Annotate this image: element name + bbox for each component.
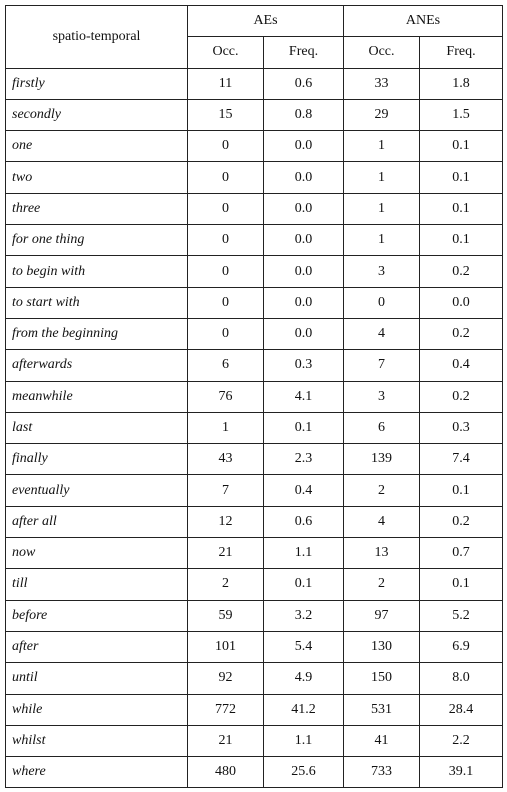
ae-occ-cell: 0 — [188, 225, 264, 256]
table-row — [6, 538, 503, 569]
ae-freq-cell: 0.8 — [264, 99, 344, 130]
ane-occ-cell: 2 — [344, 475, 420, 506]
ane-occ-cell: 33 — [344, 68, 420, 99]
frequency-table — [5, 5, 503, 788]
ane-occ-cell: 6 — [344, 412, 420, 443]
ae-occ-cell: 6 — [188, 350, 264, 381]
ae-freq-cell: 2.3 — [264, 444, 344, 475]
term-cell: until — [6, 663, 188, 694]
ane-occ-cell: 3 — [344, 256, 420, 287]
table-row — [6, 631, 503, 662]
ane-occ-cell: 1 — [344, 193, 420, 224]
ane-occ-cell: 2 — [344, 569, 420, 600]
table-row — [6, 350, 503, 381]
ae-freq-cell: 0.1 — [264, 569, 344, 600]
ae-occ-cell: 0 — [188, 318, 264, 349]
ane-freq-cell: 0.1 — [420, 475, 503, 506]
table-row — [6, 131, 503, 162]
table-row — [6, 99, 503, 130]
table-row — [6, 193, 503, 224]
ae-occ-cell: 0 — [188, 256, 264, 287]
table-row — [6, 256, 503, 287]
ane-freq-cell: 0.3 — [420, 412, 503, 443]
ae-freq-cell: 0.0 — [264, 131, 344, 162]
ae-occ-cell: 7 — [188, 475, 264, 506]
ae-occ-cell: 101 — [188, 631, 264, 662]
row-header-label: spatio-temporal — [6, 6, 188, 69]
ane-occ-cell: 29 — [344, 99, 420, 130]
ae-occ-cell: 0 — [188, 193, 264, 224]
ae-freq-cell: 0.6 — [264, 506, 344, 537]
ae-freq-cell: 1.1 — [264, 538, 344, 569]
ane-occ-cell: 150 — [344, 663, 420, 694]
table-row — [6, 381, 503, 412]
term-cell: to start with — [6, 287, 188, 318]
ane-freq-cell: 39.1 — [420, 757, 503, 788]
term-cell: for one thing — [6, 225, 188, 256]
ane-freq-cell: 1.8 — [420, 68, 503, 99]
term-cell: now — [6, 538, 188, 569]
ane-occ-cell: 139 — [344, 444, 420, 475]
subheader-ane-occ: Occ. — [344, 37, 420, 68]
subheader-ae-occ: Occ. — [188, 37, 264, 68]
subheader-ae-freq: Freq. — [264, 37, 344, 68]
ae-occ-cell: 59 — [188, 600, 264, 631]
ane-freq-cell: 0.2 — [420, 318, 503, 349]
term-cell: before — [6, 600, 188, 631]
ane-freq-cell: 1.5 — [420, 99, 503, 130]
ane-freq-cell: 0.1 — [420, 569, 503, 600]
ane-occ-cell: 130 — [344, 631, 420, 662]
ane-freq-cell: 0.2 — [420, 256, 503, 287]
term-cell: till — [6, 569, 188, 600]
ane-freq-cell: 2.2 — [420, 725, 503, 756]
ae-freq-cell: 0.0 — [264, 225, 344, 256]
table-row — [6, 600, 503, 631]
ae-occ-cell: 0 — [188, 287, 264, 318]
ae-freq-cell: 4.1 — [264, 381, 344, 412]
ae-freq-cell: 5.4 — [264, 631, 344, 662]
ae-freq-cell: 0.0 — [264, 318, 344, 349]
term-cell: after — [6, 631, 188, 662]
group-header-anes: ANEs — [344, 6, 503, 37]
table-row — [6, 506, 503, 537]
ane-freq-cell: 0.1 — [420, 193, 503, 224]
ane-freq-cell: 6.9 — [420, 631, 503, 662]
ae-occ-cell: 92 — [188, 663, 264, 694]
term-cell: to begin with — [6, 256, 188, 287]
term-cell: from the beginning — [6, 318, 188, 349]
term-cell: after all — [6, 506, 188, 537]
ae-occ-cell: 11 — [188, 68, 264, 99]
term-cell: three — [6, 193, 188, 224]
ae-freq-cell: 25.6 — [264, 757, 344, 788]
ae-occ-cell: 1 — [188, 412, 264, 443]
ae-freq-cell: 0.3 — [264, 350, 344, 381]
term-cell: eventually — [6, 475, 188, 506]
ane-freq-cell: 7.4 — [420, 444, 503, 475]
ae-occ-cell: 43 — [188, 444, 264, 475]
ae-occ-cell: 12 — [188, 506, 264, 537]
table-row — [6, 318, 503, 349]
table-container — [5, 5, 502, 788]
term-cell: whilst — [6, 725, 188, 756]
table-row — [6, 68, 503, 99]
term-cell: afterwards — [6, 350, 188, 381]
ane-occ-cell: 7 — [344, 350, 420, 381]
table-row — [6, 757, 503, 788]
term-cell: firstly — [6, 68, 188, 99]
ae-freq-cell: 0.0 — [264, 193, 344, 224]
table-row — [6, 412, 503, 443]
table-row — [6, 287, 503, 318]
ane-freq-cell: 0.1 — [420, 131, 503, 162]
ae-freq-cell: 0.0 — [264, 256, 344, 287]
table-row — [6, 725, 503, 756]
ane-occ-cell: 3 — [344, 381, 420, 412]
ae-occ-cell: 0 — [188, 162, 264, 193]
term-cell: finally — [6, 444, 188, 475]
term-cell: one — [6, 131, 188, 162]
ane-freq-cell: 0.1 — [420, 162, 503, 193]
term-cell: meanwhile — [6, 381, 188, 412]
ae-freq-cell: 4.9 — [264, 663, 344, 694]
ae-freq-cell: 0.0 — [264, 287, 344, 318]
ane-freq-cell: 0.1 — [420, 225, 503, 256]
ae-freq-cell: 1.1 — [264, 725, 344, 756]
ane-freq-cell: 0.4 — [420, 350, 503, 381]
ane-occ-cell: 0 — [344, 287, 420, 318]
ane-occ-cell: 1 — [344, 162, 420, 193]
ane-freq-cell: 0.2 — [420, 506, 503, 537]
ae-freq-cell: 0.1 — [264, 412, 344, 443]
ane-freq-cell: 28.4 — [420, 694, 503, 725]
table-row — [6, 444, 503, 475]
ae-occ-cell: 76 — [188, 381, 264, 412]
ae-occ-cell: 15 — [188, 99, 264, 130]
table-row — [6, 694, 503, 725]
ae-occ-cell: 0 — [188, 131, 264, 162]
ae-freq-cell: 0.4 — [264, 475, 344, 506]
ae-occ-cell: 772 — [188, 694, 264, 725]
ae-freq-cell: 3.2 — [264, 600, 344, 631]
ane-occ-cell: 4 — [344, 506, 420, 537]
term-cell: secondly — [6, 99, 188, 130]
ae-occ-cell: 21 — [188, 725, 264, 756]
ae-occ-cell: 21 — [188, 538, 264, 569]
ane-occ-cell: 1 — [344, 131, 420, 162]
group-header-aes: AEs — [188, 6, 344, 37]
term-cell: where — [6, 757, 188, 788]
ane-occ-cell: 41 — [344, 725, 420, 756]
ae-freq-cell: 0.6 — [264, 68, 344, 99]
ane-occ-cell: 97 — [344, 600, 420, 631]
ane-freq-cell: 5.2 — [420, 600, 503, 631]
ae-occ-cell: 2 — [188, 569, 264, 600]
ae-freq-cell: 41.2 — [264, 694, 344, 725]
term-cell: two — [6, 162, 188, 193]
table-body — [6, 68, 503, 788]
term-cell: while — [6, 694, 188, 725]
ane-occ-cell: 733 — [344, 757, 420, 788]
ane-occ-cell: 4 — [344, 318, 420, 349]
ane-freq-cell: 0.2 — [420, 381, 503, 412]
ane-occ-cell: 531 — [344, 694, 420, 725]
table-row — [6, 663, 503, 694]
subheader-ane-freq: Freq. — [420, 37, 503, 68]
ane-freq-cell: 0.0 — [420, 287, 503, 318]
ane-freq-cell: 8.0 — [420, 663, 503, 694]
table-row — [6, 162, 503, 193]
term-cell: last — [6, 412, 188, 443]
ane-occ-cell: 13 — [344, 538, 420, 569]
ae-occ-cell: 480 — [188, 757, 264, 788]
ane-occ-cell: 1 — [344, 225, 420, 256]
header-row-groups — [6, 6, 503, 37]
table-row — [6, 475, 503, 506]
table-row — [6, 225, 503, 256]
ane-freq-cell: 0.7 — [420, 538, 503, 569]
table-row — [6, 569, 503, 600]
ae-freq-cell: 0.0 — [264, 162, 344, 193]
